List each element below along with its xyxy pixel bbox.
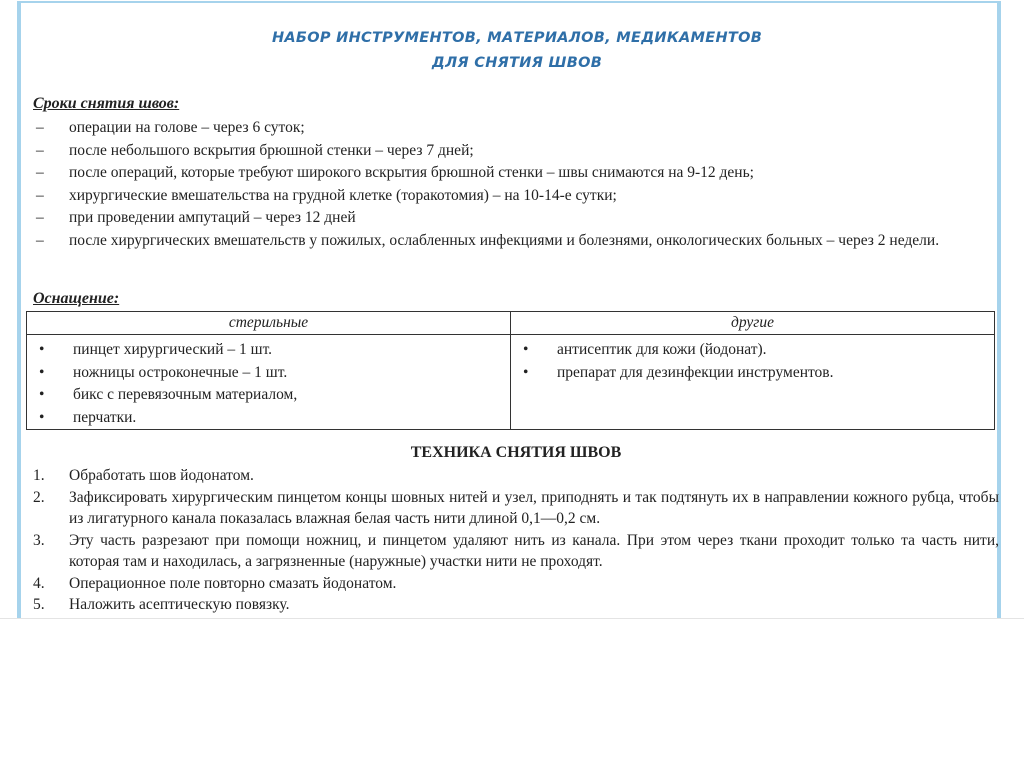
list-item: • бикс с перевязочным материалом, (27, 384, 510, 407)
equipment-table (26, 311, 995, 430)
list-item: – при проведении ампутаций – через 12 дней (33, 207, 999, 230)
step-text: Зафиксировать хирургическим пинцетом концы шовных нитей и узел, приподнять и так подтянуть их в направлении кожного рубца, чтобы из лигатурного канала показалась влажная белая часть нити длиной 0,1—0,2 см. (69, 488, 999, 527)
list-item: • антисептик для кожи (йодонат). (511, 339, 994, 362)
step-number: 1. (33, 467, 45, 484)
list-item: – после небольшого вскрытия брюшной стенки – через 7 дней; (33, 140, 999, 163)
list-item: – после хирургических вмешательств у пожилых, ослабленных инфекциями и болезнями, онкологических больных – через 2 недели. (33, 230, 999, 253)
list-item: • ножницы остроконечные – 1 шт. (27, 362, 510, 385)
step-number: 4. (33, 574, 45, 592)
step-number: 3. (33, 531, 45, 549)
list-item: • перчатки. (27, 407, 510, 430)
title-line-2: ДЛЯ СНЯТИЯ ШВОВ (431, 55, 603, 71)
list-item: – операции на голове – через 6 суток; (33, 117, 999, 140)
list-item: • препарат для дезинфекции инструментов. (511, 362, 994, 385)
list-item (33, 487, 999, 530)
title-line-1: НАБОР ИНСТРУМЕНТОВ, МАТЕРИАЛОВ, МЕДИКАМЕНТОВ (271, 30, 763, 46)
step-text: Операционное поле повторно смазать йодонатом. (69, 574, 397, 592)
list-item (33, 573, 999, 595)
removal-terms-heading: Сроки снятия швов: (33, 95, 180, 112)
list-item (33, 465, 999, 487)
list-item (33, 530, 999, 573)
step-number: 2. (33, 488, 45, 506)
step-text: Наложить асептическую повязку. (69, 596, 290, 613)
other-cell (511, 335, 995, 430)
slide-bottom-divider (0, 618, 1024, 619)
sterile-column-header: стерильные (27, 312, 511, 335)
list-item (33, 594, 999, 616)
technique-heading: ТЕХНИКА СНЯТИЯ ШВОВ (410, 444, 622, 461)
technique-steps-list (33, 465, 999, 616)
removal-terms-list (33, 117, 999, 252)
list-item: • пинцет хирургический – 1 шт. (27, 339, 510, 362)
list-item: – хирургические вмешательства на грудной клетке (торакотомия) – на 10-14-е сутки; (33, 185, 999, 208)
sterile-items-list (27, 339, 510, 429)
step-number: 5. (33, 596, 45, 613)
equipment-heading: Оснащение: (33, 290, 120, 307)
other-column-header: другие (511, 312, 995, 335)
step-text: Эту часть разрезают при помощи ножниц, и пинцетом удаляют нить из канала. При этом через ткани проходит только та часть нити, которая там и находилась, а загрязненные (наружные) участки нити не проходят. (69, 531, 999, 570)
document-title (33, 26, 1001, 76)
other-items-list (511, 339, 994, 384)
list-item: – после операций, которые требуют широкого вскрытия брюшной стенки – швы снимаются на 9-12 день; (33, 162, 999, 185)
step-text: Обработать шов йодонатом. (69, 467, 254, 484)
sterile-cell (27, 335, 511, 430)
